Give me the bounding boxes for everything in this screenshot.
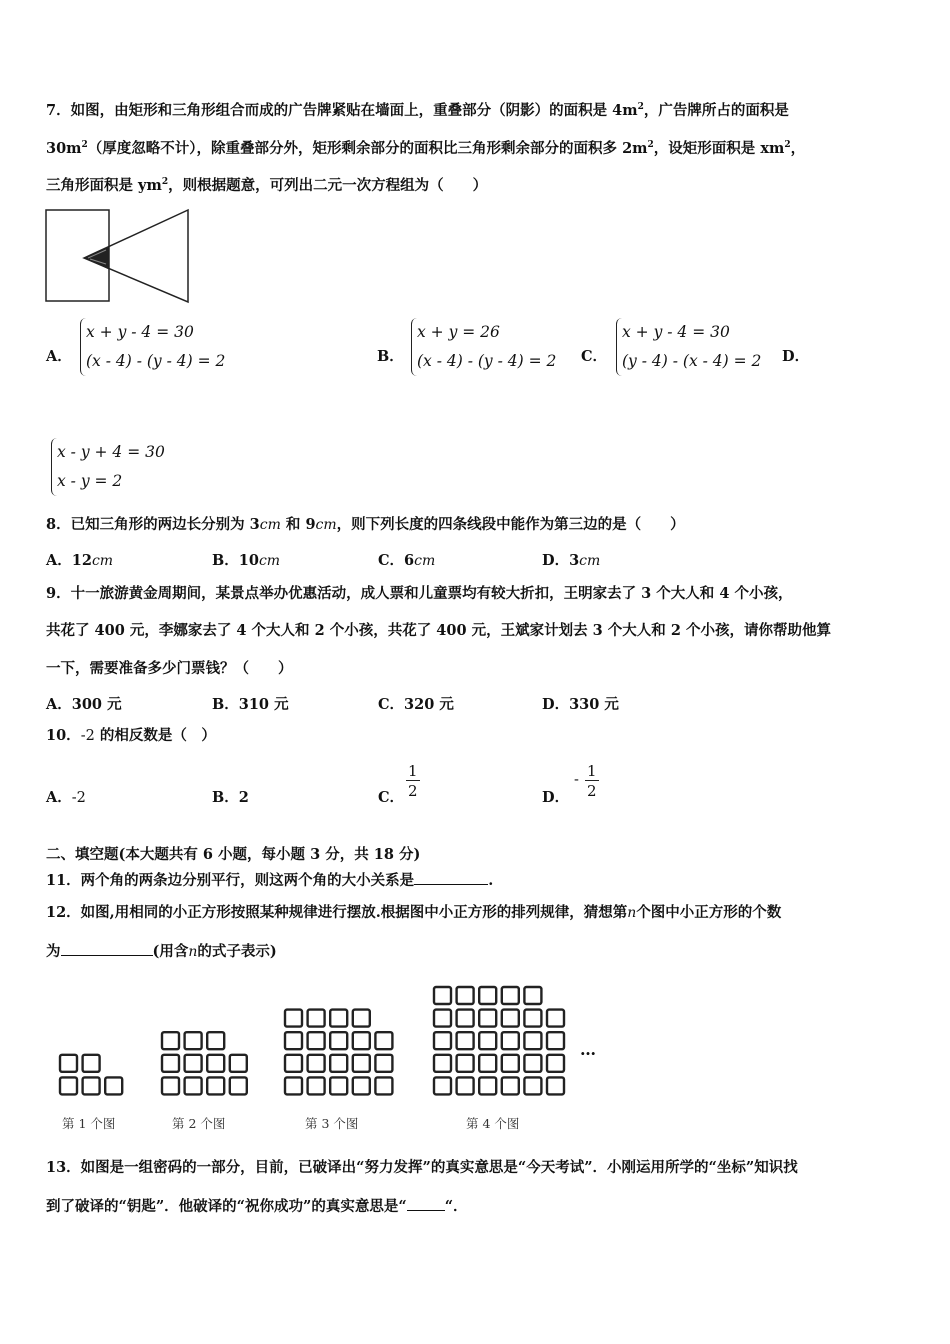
q13-answer-blank[interactable] xyxy=(407,1196,445,1211)
q9-option-b[interactable]: B．310 元 xyxy=(212,696,289,713)
small-square xyxy=(308,1010,325,1027)
small-square xyxy=(434,1055,451,1072)
small-square xyxy=(502,1077,519,1094)
small-square xyxy=(479,1055,496,1072)
small-square xyxy=(162,1032,179,1049)
small-square xyxy=(285,1077,302,1094)
small-square xyxy=(434,1032,451,1049)
small-square xyxy=(479,1077,496,1094)
small-square xyxy=(207,1055,224,1072)
small-square xyxy=(353,1077,370,1094)
small-square xyxy=(308,1077,325,1094)
q7-option-c-system[interactable]: x + y - 4 = 30 (y - 4) - (x - 4) = 2 xyxy=(616,318,761,376)
small-square xyxy=(330,1010,347,1027)
q10-option-c-fraction[interactable]: $\frac{1}{2}$ xyxy=(408,762,418,800)
small-square xyxy=(353,1032,370,1049)
small-square xyxy=(185,1077,202,1094)
q9-option-c[interactable]: C．320 元 xyxy=(378,696,454,713)
small-square xyxy=(547,1032,564,1049)
q7-option-b-system[interactable]: x + y = 26 (x - 4) - (y - 4) = 2 xyxy=(411,318,556,376)
small-square xyxy=(524,1077,541,1094)
small-square xyxy=(83,1055,100,1072)
small-square xyxy=(479,1010,496,1027)
q8-option-a[interactable]: A．12cm xyxy=(46,552,114,569)
q12-ellipsis: … xyxy=(580,1040,596,1059)
small-square xyxy=(375,1055,392,1072)
q12-caption-4: 第 4 个图 xyxy=(466,1116,520,1131)
pattern-3 xyxy=(285,1010,392,1095)
q10-option-d-sign: - xyxy=(574,772,579,788)
small-square xyxy=(308,1032,325,1049)
small-square xyxy=(60,1055,77,1072)
small-square xyxy=(105,1077,122,1094)
small-square xyxy=(185,1032,202,1049)
small-square xyxy=(353,1055,370,1072)
q10-option-d-fraction[interactable]: $\frac{1}{2}$ xyxy=(587,762,597,800)
small-square xyxy=(457,1032,474,1049)
q8-stem: 8．已知三角形的两边长分别为 3cm 和 9cm，则下列长度的四条线段中能作为第三边的是（ ） xyxy=(46,516,685,533)
small-square xyxy=(308,1055,325,1072)
small-square xyxy=(457,987,474,1004)
q7-option-a-system[interactable]: x + y - 4 = 30 (x - 4) - (y - 4) = 2 xyxy=(80,318,225,376)
q10-option-b[interactable]: B．2 xyxy=(212,789,249,806)
small-square xyxy=(457,1077,474,1094)
small-square xyxy=(547,1077,564,1094)
small-square xyxy=(330,1055,347,1072)
q12-answer-blank[interactable] xyxy=(61,941,153,956)
small-square xyxy=(330,1077,347,1094)
small-square xyxy=(353,1010,370,1027)
small-square xyxy=(457,1010,474,1027)
small-square xyxy=(479,1032,496,1049)
small-square xyxy=(285,1032,302,1049)
q7-billboard-figure xyxy=(44,206,192,304)
q7-option-c-label[interactable]: C． xyxy=(581,348,608,365)
q8-option-d[interactable]: D．3cm xyxy=(542,552,601,569)
q11-answer-blank[interactable] xyxy=(414,870,488,885)
q9-option-d[interactable]: D．330 元 xyxy=(542,696,619,713)
small-square xyxy=(434,1077,451,1094)
small-square xyxy=(330,1032,347,1049)
small-square xyxy=(502,1055,519,1072)
small-square xyxy=(207,1032,224,1049)
q7-option-a-label[interactable]: A． xyxy=(46,348,72,365)
small-square xyxy=(547,1055,564,1072)
small-square xyxy=(60,1077,77,1094)
q12-caption-3: 第 3 个图 xyxy=(305,1116,359,1131)
pattern-1 xyxy=(60,1055,122,1095)
q10-option-d-label[interactable]: D． xyxy=(542,789,570,806)
q7-line-3: 三角形面积是 $ym^2$，则根据题意，可列出二元一次方程组为（ ） xyxy=(46,177,488,194)
q12-line-2: 为 (用含n的式子表示) xyxy=(46,943,277,960)
small-square xyxy=(502,1010,519,1027)
small-square xyxy=(547,1010,564,1027)
small-square xyxy=(502,987,519,1004)
small-square xyxy=(434,1010,451,1027)
small-square xyxy=(375,1077,392,1094)
small-square xyxy=(207,1077,224,1094)
q8-option-b[interactable]: B．10cm xyxy=(212,552,281,569)
q8-option-c[interactable]: C．6cm xyxy=(378,552,436,569)
pattern-4 xyxy=(434,987,564,1094)
small-square xyxy=(502,1032,519,1049)
q9-line-2: 共花了 400 元，李娜家去了 4 个大人和 2 个小孩，共花了 400 元，王斌家计划去 3 个大人和 2 个小孩，请你帮助他算 xyxy=(46,622,831,639)
small-square xyxy=(230,1077,247,1094)
q7-line-2: $30m^2$（厚度忽略不计），除重叠部分外，矩形剩余部分的面积比三角形剩余部分的面积多 $2m^2$，设矩形面积是 $xm^2$， xyxy=(46,140,806,157)
small-square xyxy=(83,1077,100,1094)
small-square xyxy=(162,1055,179,1072)
q10-option-c-label[interactable]: C． xyxy=(378,789,405,806)
small-square xyxy=(524,987,541,1004)
q7-line-1: 7．如图，由矩形和三角形组合而成的广告牌紧贴在墙面上，重叠部分（阴影）的面积是 $4m^2$，广告牌所占的面积是 xyxy=(46,102,789,119)
q7-option-b-label[interactable]: B． xyxy=(377,348,404,365)
q9-line-1: 9．十一旅游黄金周期间，某景点举办优惠活动，成人票和儿童票均有较大折扣，王明家去了 3 个大人和 4 个小孩， xyxy=(46,585,793,602)
small-square xyxy=(524,1010,541,1027)
small-square xyxy=(230,1055,247,1072)
q12-caption-2: 第 2 个图 xyxy=(172,1116,226,1131)
q7-option-d-label[interactable]: D． xyxy=(782,348,810,365)
q13-line-1: 13．如图是一组密码的一部分，目前，已破译出“努力发挥”的真实意思是“今天考试”．小刚运用所学的“坐标”知识找 xyxy=(46,1159,798,1176)
small-square xyxy=(479,987,496,1004)
q13-line-2: 到了破译的“钥匙”．他破译的“祝你成功”的真实意思是“ “． xyxy=(46,1198,468,1215)
q7-option-d-system[interactable]: x - y + 4 = 30 x - y = 2 xyxy=(51,438,165,496)
small-square xyxy=(185,1055,202,1072)
q12-caption-1: 第 1 个图 xyxy=(62,1116,116,1131)
q12-square-patterns xyxy=(0,980,950,1110)
small-square xyxy=(162,1077,179,1094)
section-2-title: 二、填空题(本大题共有 6 小题，每小题 3 分，共 18 分) xyxy=(46,846,421,863)
small-square xyxy=(434,987,451,1004)
q9-option-a[interactable]: A．300 元 xyxy=(46,696,122,713)
small-square xyxy=(285,1055,302,1072)
small-square xyxy=(524,1055,541,1072)
small-square xyxy=(524,1032,541,1049)
q11-stem: 11．两个角的两条边分别平行，则这两个角的大小关系是 . xyxy=(46,872,494,889)
small-square xyxy=(457,1055,474,1072)
q10-option-a[interactable]: A．-2 xyxy=(46,789,86,806)
q9-line-3: 一下，需要准备多少门票钱？（ ） xyxy=(46,660,293,677)
small-square xyxy=(375,1032,392,1049)
q10-stem: 10．-2 的相反数是（ ） xyxy=(46,727,216,744)
small-square xyxy=(285,1010,302,1027)
pattern-2 xyxy=(162,1032,247,1094)
q12-line-1: 12．如图,用相同的小正方形按照某种规律进行摆放.根据图中小正方形的排列规律，猜想第n个图中小正方形的个数 xyxy=(46,904,782,921)
